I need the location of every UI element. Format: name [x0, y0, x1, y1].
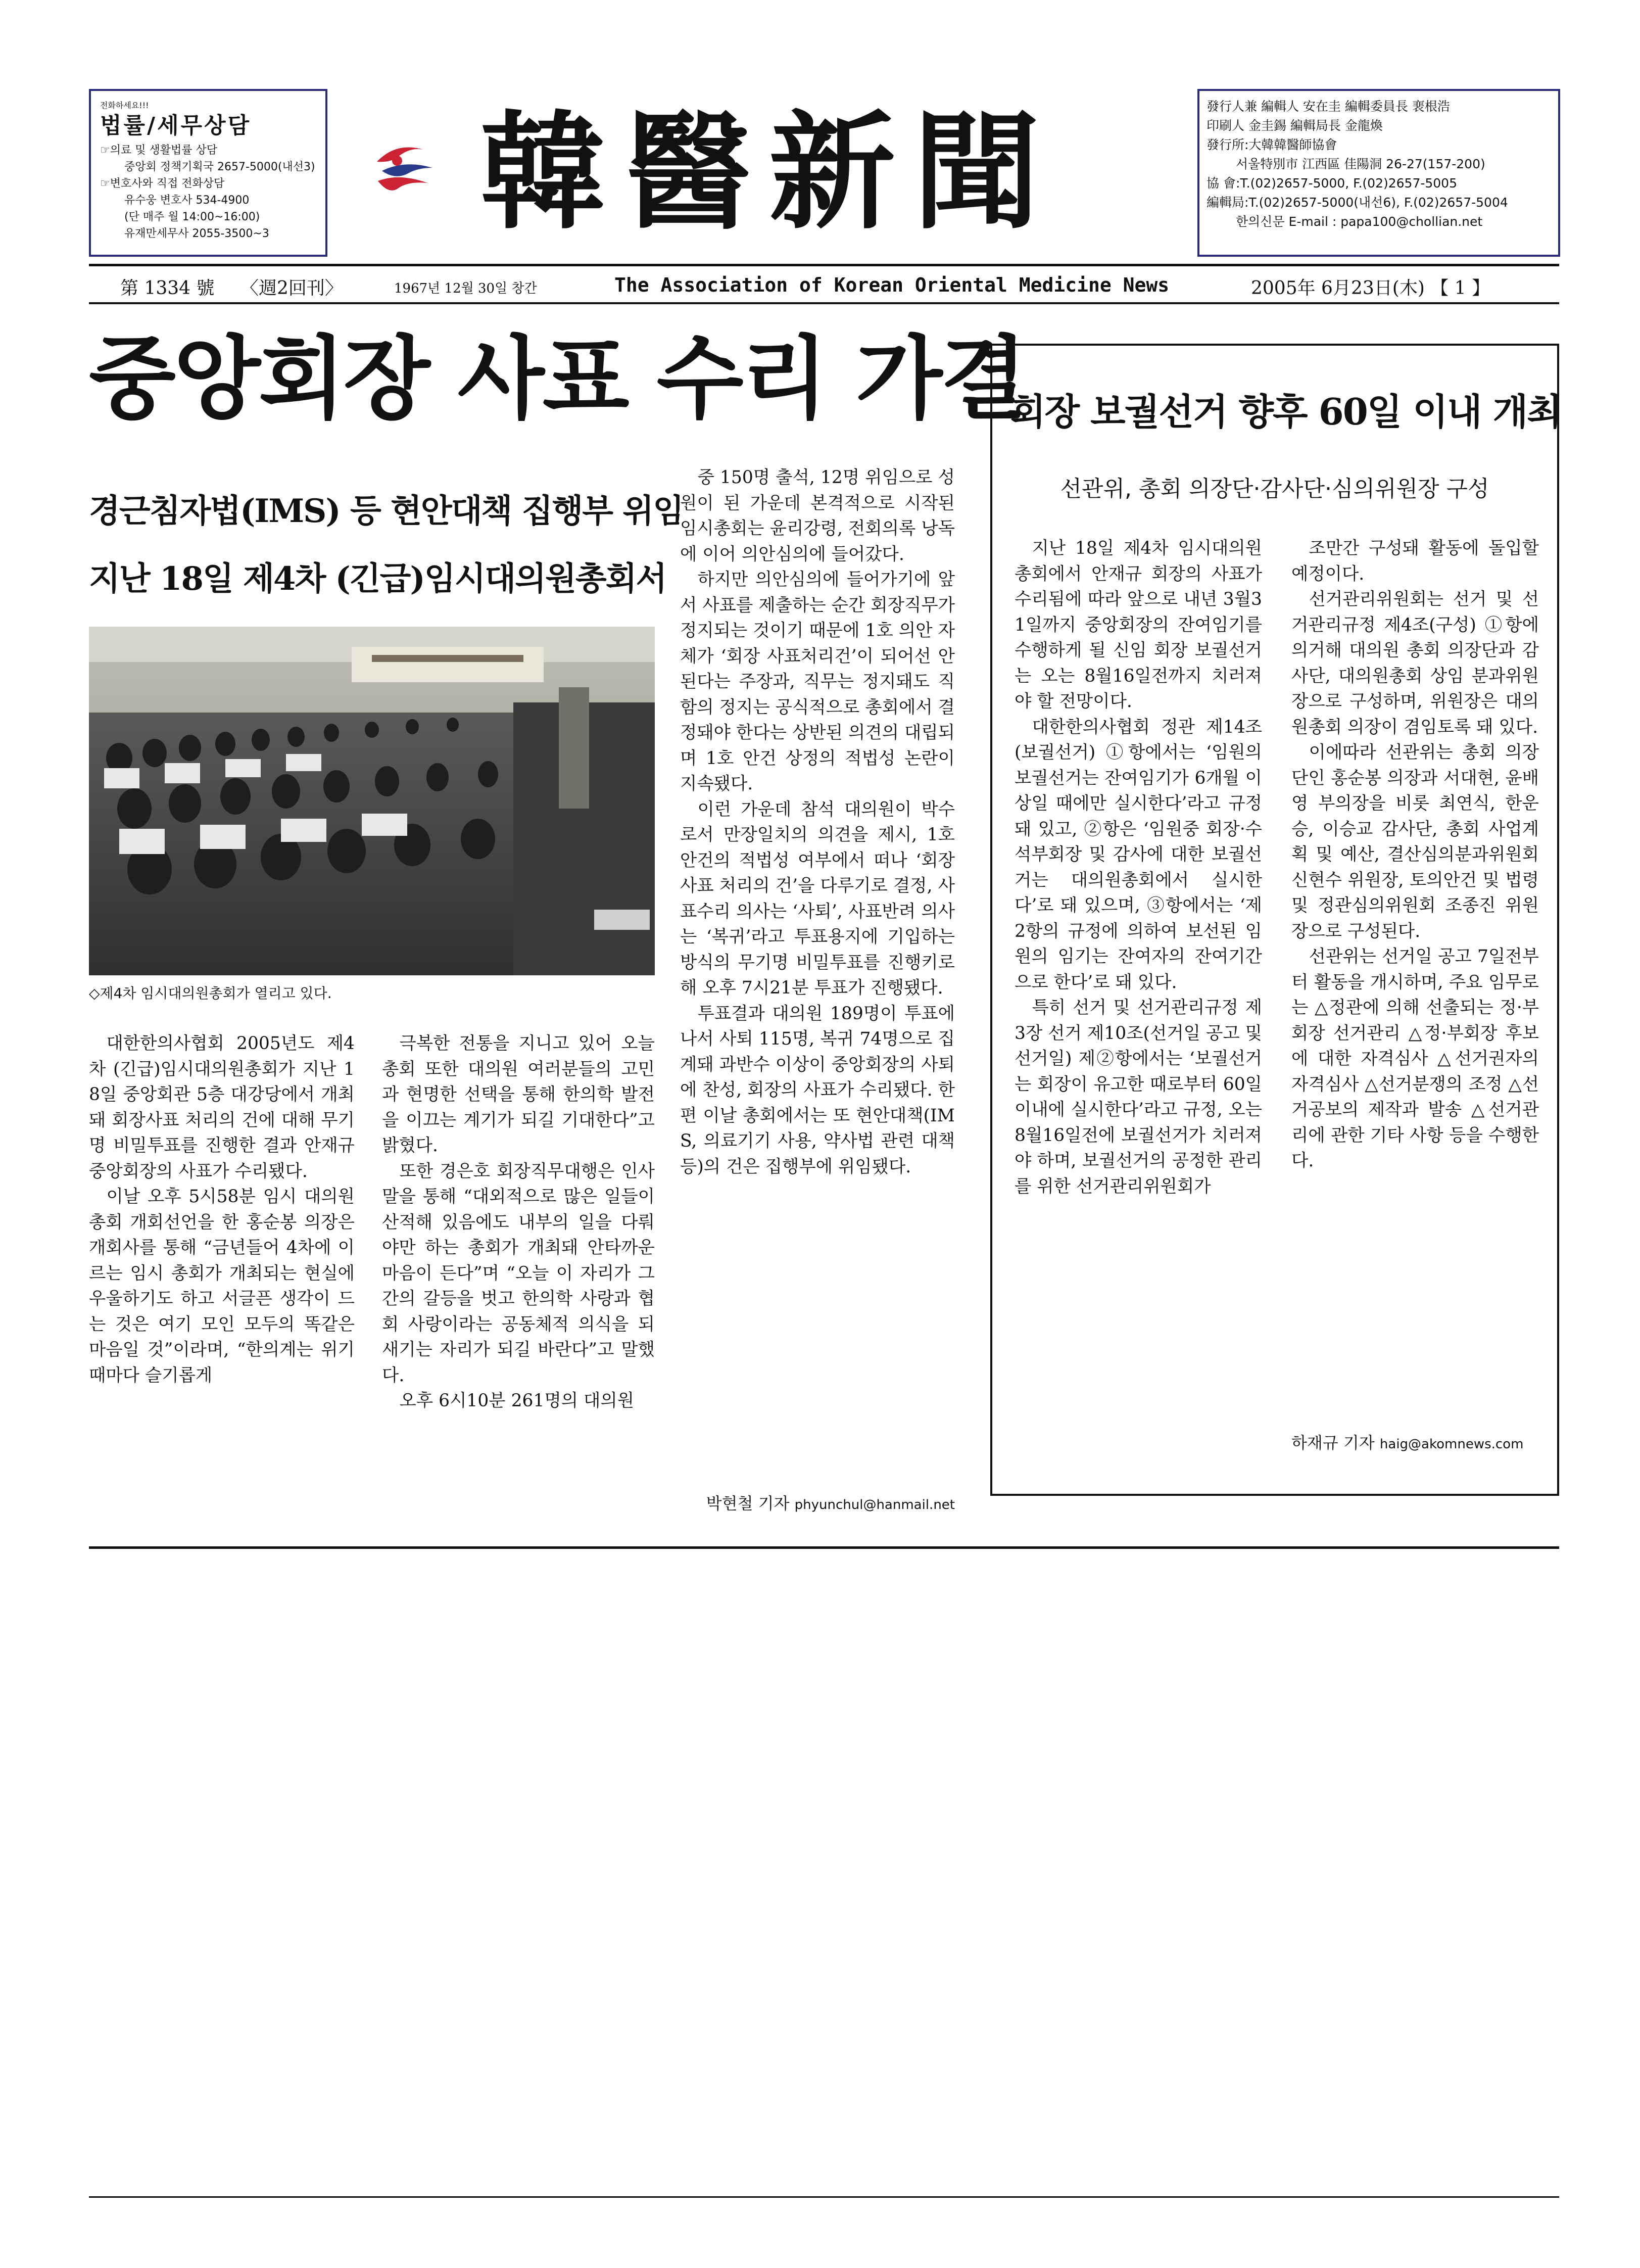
publisher-line: 서울特別市 江西區 佳陽洞 26-27(157-200) — [1236, 157, 1485, 171]
publisher-line: 發行人兼 編輯人 安在圭 編輯委員長 裵根浩 — [1207, 99, 1450, 114]
issue-frequency: 〈週2回刊〉 — [240, 278, 343, 299]
article-column — [89, 1031, 355, 1516]
ad-line: 유재만세무사 2055-3500~3 — [124, 227, 269, 240]
paragraph: 선관위는 선거일 공고 7일전부터 활동을 개시하며, 주요 임무로는 △정관에 의해 선출되는 정·부회장 선거관리 △정·부회장 후보에 대한 자격심사 △선거권자의 자격심사 △선거분쟁의 조정 △선거공보의 제작과 발송 △선거관리에 관한 기타 사항 등을 수행한다. — [1291, 947, 1539, 1171]
sidebar-column — [1291, 536, 1539, 1420]
paragraph: 하지만 의안심의에 들어가기에 앞서 사표를 제출하는 순간 회장직무가 정지되는 것이기 때문에 1호 의안 자체가 ‘회장 사표처리건’이 되어선 안된다는 주장과, 직무는 정지돼도 직함의 정지는 공식적으로 총회에서 결정돼야 한다는 상반된 의견의 대립되며 1호 안건 상정의 적법성 논란이 지속됐다. — [680, 570, 955, 794]
ad-title: 법률/세무상담 — [100, 113, 252, 138]
masthead-rule-bottom — [89, 302, 1559, 304]
ad-small-label: 전화하세요!!! — [100, 101, 149, 110]
paragraph: 극복한 전통을 지니고 있어 오늘 총회 또한 대의원 여러분들의 고민과 현명한 선택을 통해 한의학 발전을 이끄는 계기가 되길 기대한다”고 밝혔다. — [382, 1033, 655, 1156]
sidebar-headline: 회장 보궐선거 향후 60일 이내 개최 — [1010, 390, 1561, 433]
paragraph: 또한 경은호 회장직무대행은 인사말을 통해 “대외적으로 많은 일들이 산적해 있음에도 내부의 일을 다뤄야만 하는 총회가 개최돼 안타까운 마음이 든다”며 “오늘 이 자리가 그간의 갈등을 벗고 한의학 사랑과 협회 사랑이라는 공동체적 의식을 되새기는 자리가 되길 바란다”고 말했다. — [382, 1161, 655, 1386]
ad-line: (단 매주 월 14:00~16:00) — [124, 211, 260, 223]
reporter-email: phyunchul@hanmail.net — [794, 1497, 955, 1513]
publisher-line: 編輯局:T.(02)2657-5000(내선6), F.(02)2657-5004 — [1207, 195, 1508, 210]
paragraph: 이에따라 선관위는 총회 의장단인 홍순봉 의장과 서대현, 윤배영 부의장을 비롯 최연식, 한운승, 이승교 감사단, 총회 사업계획 및 예산, 결산심의분과위원회 신현수 위원장, 토의안건 및 법령 및 정관심의위원회 조종진 위원장으로 구성된다. — [1291, 742, 1539, 941]
newspaper-title: 韓醫新聞 — [480, 98, 1058, 246]
main-byline — [680, 1491, 955, 1514]
publisher-line: 協 會:T.(02)2657-5000, F.(02)2657-5005 — [1207, 176, 1457, 191]
paragraph: 특히 선거 및 선거관리규정 제3장 선거 제10조(선거일 공고 및 선거일) 제②항에서는 ‘보궐선거는 회장이 유고한 때로부터 60일 이내에 실시한다’라고 규정, 오는 8월16일전에 보궐선거가 치러져야 하며, 보궐선거의 공정한 관리를 위한 선거관리위원회가 — [1015, 998, 1262, 1197]
legal-tax-consult-ad — [89, 89, 327, 257]
reporter-email: haig@akomnews.com — [1379, 1437, 1524, 1452]
article-column — [382, 1031, 655, 1516]
sidebar-byline — [1291, 1430, 1539, 1453]
paragraph: 투표결과 대의원 189명이 투표에 나서 사퇴 115명, 복귀 74명으로 집계돼 과반수 이상이 중앙회장의 사퇴에 찬성, 회장의 사표가 수리됐다. 한편 이날 총회에서는 또 현안대책(IMS, 의료기기 사용, 약사법 관련 대책 등)의 건은 집행부에 위임됐다. — [680, 1003, 955, 1177]
publisher-line: 한의신문 E-mail : papa100@chollian.net — [1236, 214, 1483, 229]
sidebar-subhead: 선관위, 총회 의장단·감사단·심의위원장 구성 — [1060, 476, 1489, 502]
issue-date: 2005年 6月23日(木) 【 1 】 — [1251, 278, 1490, 299]
section-divider — [89, 1546, 1559, 1549]
association-emblem-icon — [367, 130, 443, 206]
paragraph: 이런 가운데 참석 대의원이 박수로서 만장일치의 의견을 제시, 1호 안건의 적법성 여부에서 떠나 ‘회장사표 처리의 건’을 다루기로 결정, 사표수리 의사는 ‘사퇴’, 사표반려 의사는 ‘복귀’라고 투표용지에 기입하는 방식의 무기명 비밀투표를 진행키로 해 오후 7시21분 투표가 진행됐다. — [680, 799, 955, 998]
reporter-name: 박현철 기자 — [706, 1494, 790, 1513]
paragraph: 대한한의사협회 2005년도 제4차 (긴급)임시대의원총회가 지난 18일 중앙회관 5층 대강당에서 개최돼 회장사표 처리의 건에 대해 무기명 비밀투표를 진행한 결과 안재규 중앙회장의 사표가 수리됐다. — [89, 1033, 355, 1182]
paragraph: 오후 6시10분 261명의 대의원 — [399, 1391, 635, 1411]
publisher-line: 印刷人 金圭錫 編輯局長 金龍煥 — [1207, 118, 1383, 133]
english-title: The Association of Korean Oriental Medicine News — [614, 274, 1170, 296]
ad-line: ☞변호사와 직접 전화상담 — [100, 177, 225, 190]
photo-caption: ◇제4차 임시대의원총회가 열리고 있다. — [89, 985, 332, 1002]
ad-line: ☞의료 및 생활법률 상담 — [100, 144, 217, 157]
masthead-rule-top — [89, 264, 1559, 266]
main-subhead: 경근침자법(IMS) 등 현안대책 집행부 위임 — [89, 492, 684, 530]
assembly-photo — [89, 627, 655, 975]
paragraph: 중 150명 출석, 12명 위임으로 성원이 된 가운데 본격적으로 시작된 임시총회는 윤리강령, 전회의록 낭독에 이어 의안심의에 들어갔다. — [680, 467, 955, 564]
main-subhead: 지난 18일 제4차 (긴급)임시대의원총회서 — [89, 560, 666, 598]
reporter-name: 하재규 기자 — [1291, 1433, 1375, 1452]
sidebar-column — [1015, 536, 1262, 1450]
page-bottom-rule — [89, 2196, 1559, 2198]
issue-number: 第 1334 號 — [120, 278, 215, 299]
paragraph: 이날 오후 5시58분 임시 대의원총회 개회선언을 한 홍순봉 의장은 개회사를 통해 “금년들어 4차에 이르는 임시 총회가 개최되는 현실에 우울하기도 하고 서글픈 생각이 드는 것은 여기 모인 모두의 똑같은 마음일 것”이라며, “한의계는 위기 때마다 슬기롭게 — [89, 1187, 355, 1386]
publisher-info-box — [1197, 89, 1560, 257]
issue-info-bar — [89, 268, 1559, 303]
paragraph: 조만간 구성돼 활동에 돌입할 예정이다. — [1291, 538, 1539, 584]
publisher-line: 發行所:大韓韓醫師協會 — [1207, 137, 1337, 152]
founding-date: 1967년 12월 30일 창간 — [394, 281, 537, 296]
paragraph: 선거관리위원회는 선거 및 선거관리규정 제4조(구성) ①항에 의거해 대의원 총회 의장단과 감사단, 대의원총회 상임 분과위원장으로 구성하며, 위원장은 대의원총회 의장이 겸임토록 돼 있다. — [1291, 589, 1539, 737]
main-headline: 중앙회장 사표 수리 가결 — [89, 326, 1026, 431]
ad-line: 중앙회 정책기획국 2657-5000(내선3) — [124, 161, 315, 173]
article-column — [680, 465, 955, 1484]
paragraph: 지난 18일 제4차 임시대의원총회에서 안재규 회장의 사표가 수리됨에 따라 앞으로 내년 3월31일까지 중앙회장의 잔여임기를 수행하게 될 신임 회장 보궐선거는 오는 8월16일전까지 치러져야 할 전망이다. — [1015, 538, 1262, 712]
paragraph: 대한한의사협회 정관 제14조(보궐선거) ①항에서는 ‘임원의 보궐선거는 잔여임기가 6개월 이상일 때에만 실시한다’라고 규정돼 있고, ②항은 ‘임원중 회장·수석부회장 및 감사에 대한 보궐선거는 대의원총회에서 실시한다’로 돼 있으며, ③항에서는 ‘제2항의 규정에 의하여 보선된 임원의 임기는 잔여자의 잔여기간으로 한다’로 돼 있다. — [1015, 717, 1262, 993]
ad-line: 유수웅 변호사 534-4900 — [124, 194, 250, 207]
